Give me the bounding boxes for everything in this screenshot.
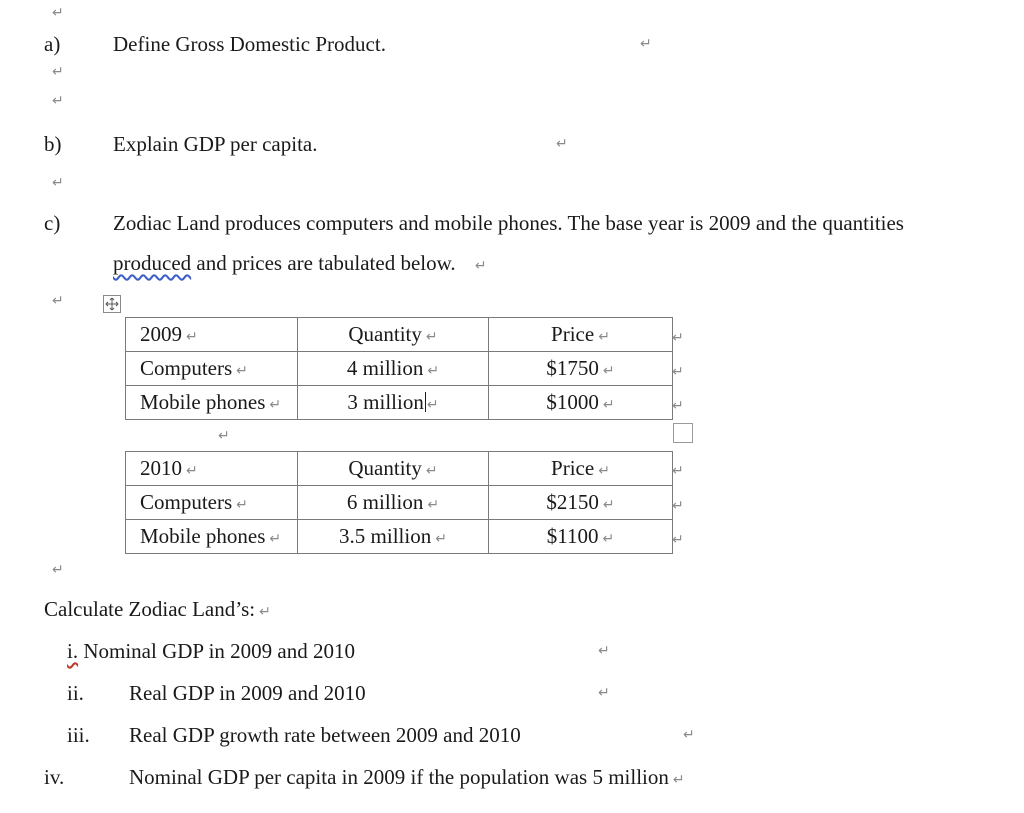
paragraph-mark-icon: ↵ [52, 93, 64, 109]
table-row [126, 520, 673, 554]
paragraph-mark-icon: ↵ [474, 258, 487, 274]
paragraph-mark-icon: ↵ [640, 36, 652, 52]
table-cell[interactable]: 2010 ↵ [126, 452, 298, 486]
question-c-label: c) [44, 211, 61, 235]
table-row [126, 352, 673, 386]
row-end-mark-icon: ↵ [672, 498, 684, 514]
row-end-mark-icon: ↵ [672, 364, 684, 380]
row-end-mark-icon: ↵ [672, 532, 684, 548]
table-cell[interactable]: $1100 ↵ [489, 520, 673, 554]
list-number: ii. [67, 681, 84, 705]
paragraph-mark-icon: ↵ [52, 562, 64, 578]
paragraph-mark-icon: ↵ [556, 136, 568, 152]
calc-heading[interactable]: Calculate Zodiac Land’s: ↵ [44, 597, 271, 621]
table-cell[interactable]: Price ↵ [489, 452, 673, 486]
table-cell[interactable]: Quantity ↵ [298, 452, 489, 486]
table-row [126, 452, 673, 486]
paragraph-mark-icon: ↵ [52, 293, 64, 309]
table-cell[interactable]: 4 million ↵ [298, 352, 489, 386]
row-end-mark-icon: ↵ [672, 463, 684, 479]
table-cell[interactable]: 6 million ↵ [298, 486, 489, 520]
table-cell[interactable]: $2150 ↵ [489, 486, 673, 520]
question-c-line1[interactable]: Zodiac Land produces computers and mobile phones. The base year is 2009 and the quantities [113, 211, 904, 235]
table-row [126, 386, 673, 420]
table-cell[interactable]: Price ↵ [489, 318, 673, 352]
table-cell[interactable]: $1000 ↵ [489, 386, 673, 420]
paragraph-mark-icon: ↵ [52, 5, 64, 21]
text-cursor [425, 392, 426, 412]
table-cell[interactable]: 3.5 million ↵ [298, 520, 489, 554]
table-resize-handle[interactable] [673, 423, 693, 443]
paragraph-mark-icon: ↵ [598, 643, 610, 659]
question-c-line2-rest: and prices are tabulated below. [191, 251, 456, 275]
table-cell[interactable]: 3 million ↵ [298, 386, 489, 420]
row-end-mark-icon: ↵ [672, 398, 684, 414]
paragraph-mark-icon: ↵ [598, 685, 610, 701]
question-b-text[interactable]: Explain GDP per capita. [113, 132, 318, 156]
calc-item-iv[interactable]: Nominal GDP per capita in 2009 if the population was 5 million ↵ [129, 765, 685, 789]
calc-item-iii[interactable]: Real GDP growth rate between 2009 and 2010 [129, 723, 521, 747]
table-cell[interactable]: Mobile phones ↵ [126, 520, 298, 554]
table-cell[interactable]: Computers ↵ [126, 486, 298, 520]
spellcheck-word[interactable]: produced [113, 251, 192, 275]
table-2010 [125, 451, 673, 554]
paragraph-mark-icon: ↵ [683, 727, 695, 743]
calc-item-ii[interactable]: Real GDP in 2009 and 2010 [129, 681, 366, 705]
table-cell[interactable]: Quantity ↵ [298, 318, 489, 352]
table-cell[interactable]: Computers ↵ [126, 352, 298, 386]
paragraph-mark-icon: ↵ [52, 64, 64, 80]
question-a-label: a) [44, 32, 61, 56]
question-b-label: b) [44, 132, 62, 156]
table-row [126, 318, 673, 352]
row-end-mark-icon: ↵ [672, 330, 684, 346]
table-row [126, 486, 673, 520]
question-a-text[interactable]: Define Gross Domestic Product. [113, 32, 386, 56]
table-2009 [125, 317, 673, 420]
paragraph-mark-icon: ↵ [52, 175, 64, 191]
table-move-handle-icon[interactable] [103, 295, 121, 313]
list-number: iv. [44, 765, 65, 789]
paragraph-mark-icon: ↵ [218, 428, 230, 444]
list-number: i. [67, 639, 79, 663]
calc-item-i[interactable] [67, 639, 355, 664]
list-item-text: Nominal GDP in 2009 and 2010 [83, 639, 355, 663]
question-c-line2[interactable] [113, 251, 487, 276]
list-number: iii. [67, 723, 90, 747]
table-cell[interactable]: Mobile phones ↵ [126, 386, 298, 420]
table-cell[interactable]: 2009 ↵ [126, 318, 298, 352]
table-cell[interactable]: $1750 ↵ [489, 352, 673, 386]
